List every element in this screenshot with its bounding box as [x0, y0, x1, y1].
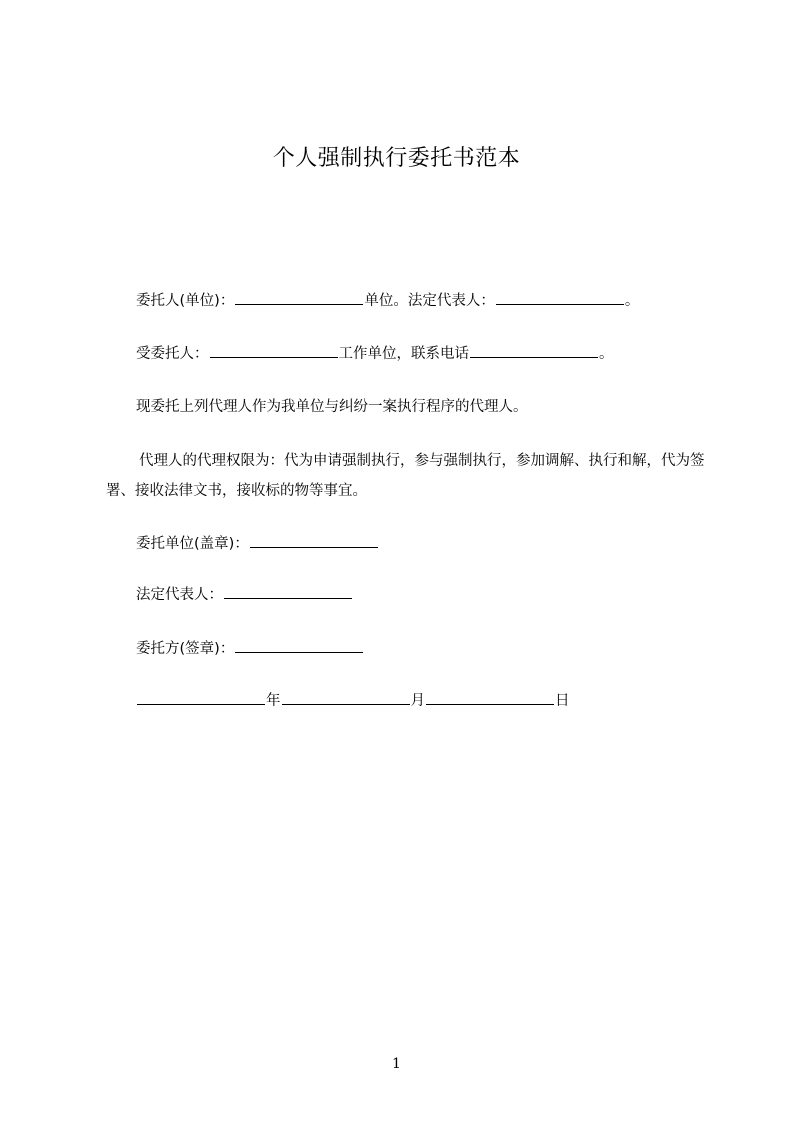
- date-line: [136, 690, 570, 711]
- principal-blank[interactable]: [235, 290, 363, 305]
- year-blank[interactable]: [137, 690, 265, 705]
- principal-label: 委托人(单位)：: [136, 293, 235, 309]
- authority-paragraph: [106, 446, 726, 506]
- line2-end: 。: [599, 346, 614, 362]
- legal-rep-sign-blank[interactable]: [224, 584, 352, 599]
- day-blank[interactable]: [426, 690, 554, 705]
- signature-line: [136, 638, 364, 659]
- month-label: 月: [410, 693, 425, 709]
- authority-text: 代理人的代理权限为：代为申请强制执行，参与强制执行，参加调解、执行和解，代为签署、接收法律文书，接收标的物等事宜。: [106, 453, 705, 499]
- day-label: 日: [555, 693, 570, 709]
- legal-rep-label: 单位。法定代表人：: [364, 293, 495, 309]
- workplace-label: 工作单位，联系电话: [338, 346, 469, 362]
- principal-line: [136, 290, 639, 311]
- agent-line: [136, 343, 614, 364]
- agent-label: 受委托人：: [136, 346, 209, 362]
- page-number: 1: [392, 1056, 401, 1072]
- line1-end: 。: [624, 293, 640, 309]
- seal-label: 委托单位(盖章)：: [136, 536, 249, 552]
- legal-rep-blank[interactable]: [496, 290, 624, 305]
- document-title: 个人强制执行委托书范本: [272, 146, 521, 171]
- legal-rep-sign-line: [136, 584, 353, 605]
- year-label: 年: [266, 693, 281, 709]
- legal-rep-sign-label: 法定代表人：: [136, 587, 223, 603]
- entrust-statement: 现委托上列代理人作为我单位与纠纷一案执行程序的代理人。: [136, 399, 528, 415]
- agent-blank[interactable]: [210, 343, 338, 358]
- seal-blank[interactable]: [250, 533, 378, 548]
- seal-line: [136, 533, 379, 554]
- month-blank[interactable]: [282, 690, 410, 705]
- signature-label: 委托方(签章)：: [136, 641, 235, 657]
- phone-blank[interactable]: [470, 343, 598, 358]
- signature-blank[interactable]: [235, 638, 363, 653]
